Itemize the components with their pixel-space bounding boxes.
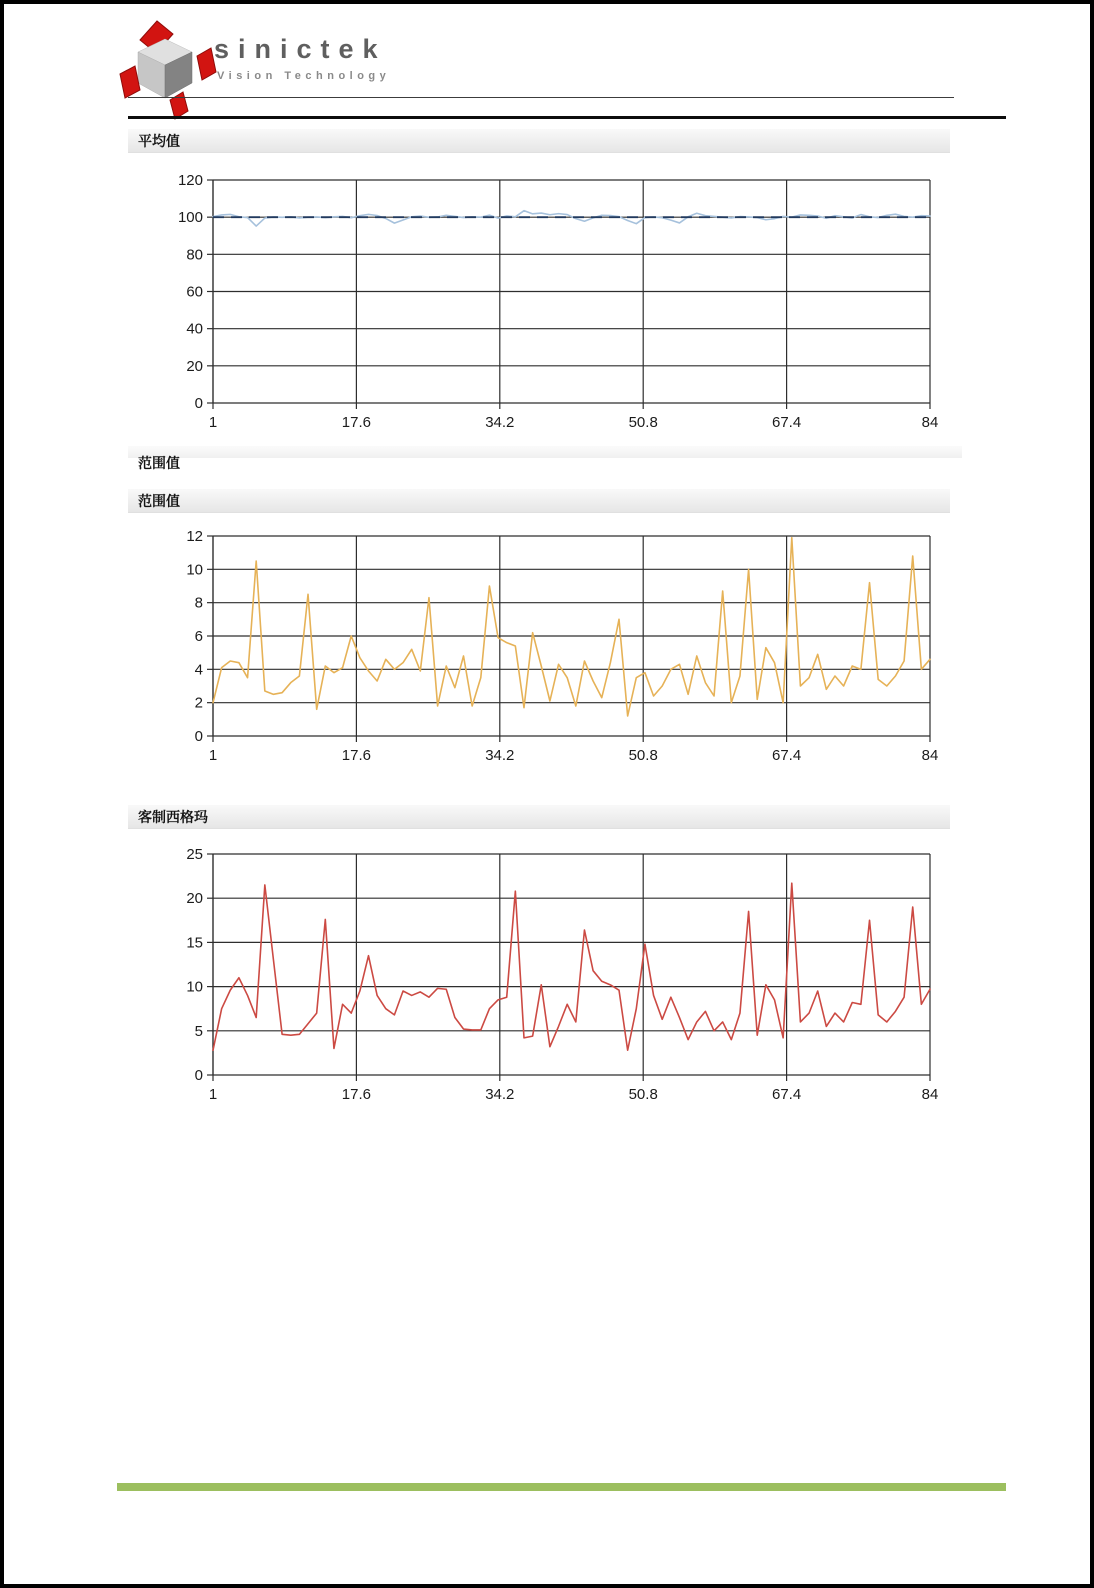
svg-text:1: 1 [208,414,218,431]
section-title-sigma: 客制西格玛 [138,808,208,825]
brand-name: sinictek [214,34,387,64]
svg-text:10: 10 [186,561,203,579]
svg-text:4: 4 [194,661,203,679]
svg-text:2: 2 [194,694,203,712]
svg-text:84: 84 [921,747,939,764]
svg-text:20: 20 [186,890,203,908]
svg-text:0: 0 [194,395,203,412]
svg-text:67.4: 67.4 [771,414,802,431]
section-header-range [128,488,950,513]
svg-text:50.8: 50.8 [628,414,658,431]
svg-text:25: 25 [186,846,203,863]
svg-text:0: 0 [194,728,203,745]
svg-text:1: 1 [208,747,218,764]
svg-text:84: 84 [921,1086,939,1103]
clipped-section-header [128,445,962,471]
header-rule-thick [128,116,1006,119]
svg-text:34.2: 34.2 [485,1086,515,1103]
svg-text:6: 6 [194,628,203,645]
svg-text:40: 40 [186,320,203,338]
svg-text:120: 120 [177,172,203,189]
sinictek-logo-icon [114,12,219,120]
svg-text:67.4: 67.4 [771,1086,802,1103]
brand-tagline: Vision Technology [217,70,391,82]
section-header-sigma [128,804,950,829]
svg-text:1: 1 [208,1086,218,1103]
svg-text:84: 84 [921,414,939,431]
svg-text:50.8: 50.8 [628,1086,658,1103]
section-header-average [128,128,950,153]
sigma-chart [165,840,955,1110]
header-rule-thin [128,97,954,98]
range-chart [165,524,955,770]
svg-text:15: 15 [186,934,203,952]
svg-text:12: 12 [186,528,203,545]
svg-text:17.6: 17.6 [341,747,372,764]
svg-text:67.4: 67.4 [771,747,802,764]
svg-text:20: 20 [186,357,203,375]
svg-text:60: 60 [186,283,203,301]
svg-text:10: 10 [186,978,203,996]
svg-text:0: 0 [194,1067,203,1084]
svg-text:34.2: 34.2 [485,747,515,764]
section-title-range: 范围值 [138,492,180,509]
svg-text:17.6: 17.6 [341,414,372,431]
svg-text:34.2: 34.2 [485,414,515,431]
svg-text:17.6: 17.6 [341,1086,372,1103]
svg-text:8: 8 [194,594,203,612]
clipped-section-title: 范围值 [138,455,180,471]
footer-green-rule [117,1483,1006,1491]
svg-text:100: 100 [177,209,203,227]
average-chart [165,166,955,436]
svg-text:50.8: 50.8 [628,747,658,764]
section-title-average: 平均值 [138,132,180,149]
svg-text:80: 80 [186,246,203,264]
svg-text:5: 5 [194,1022,203,1040]
